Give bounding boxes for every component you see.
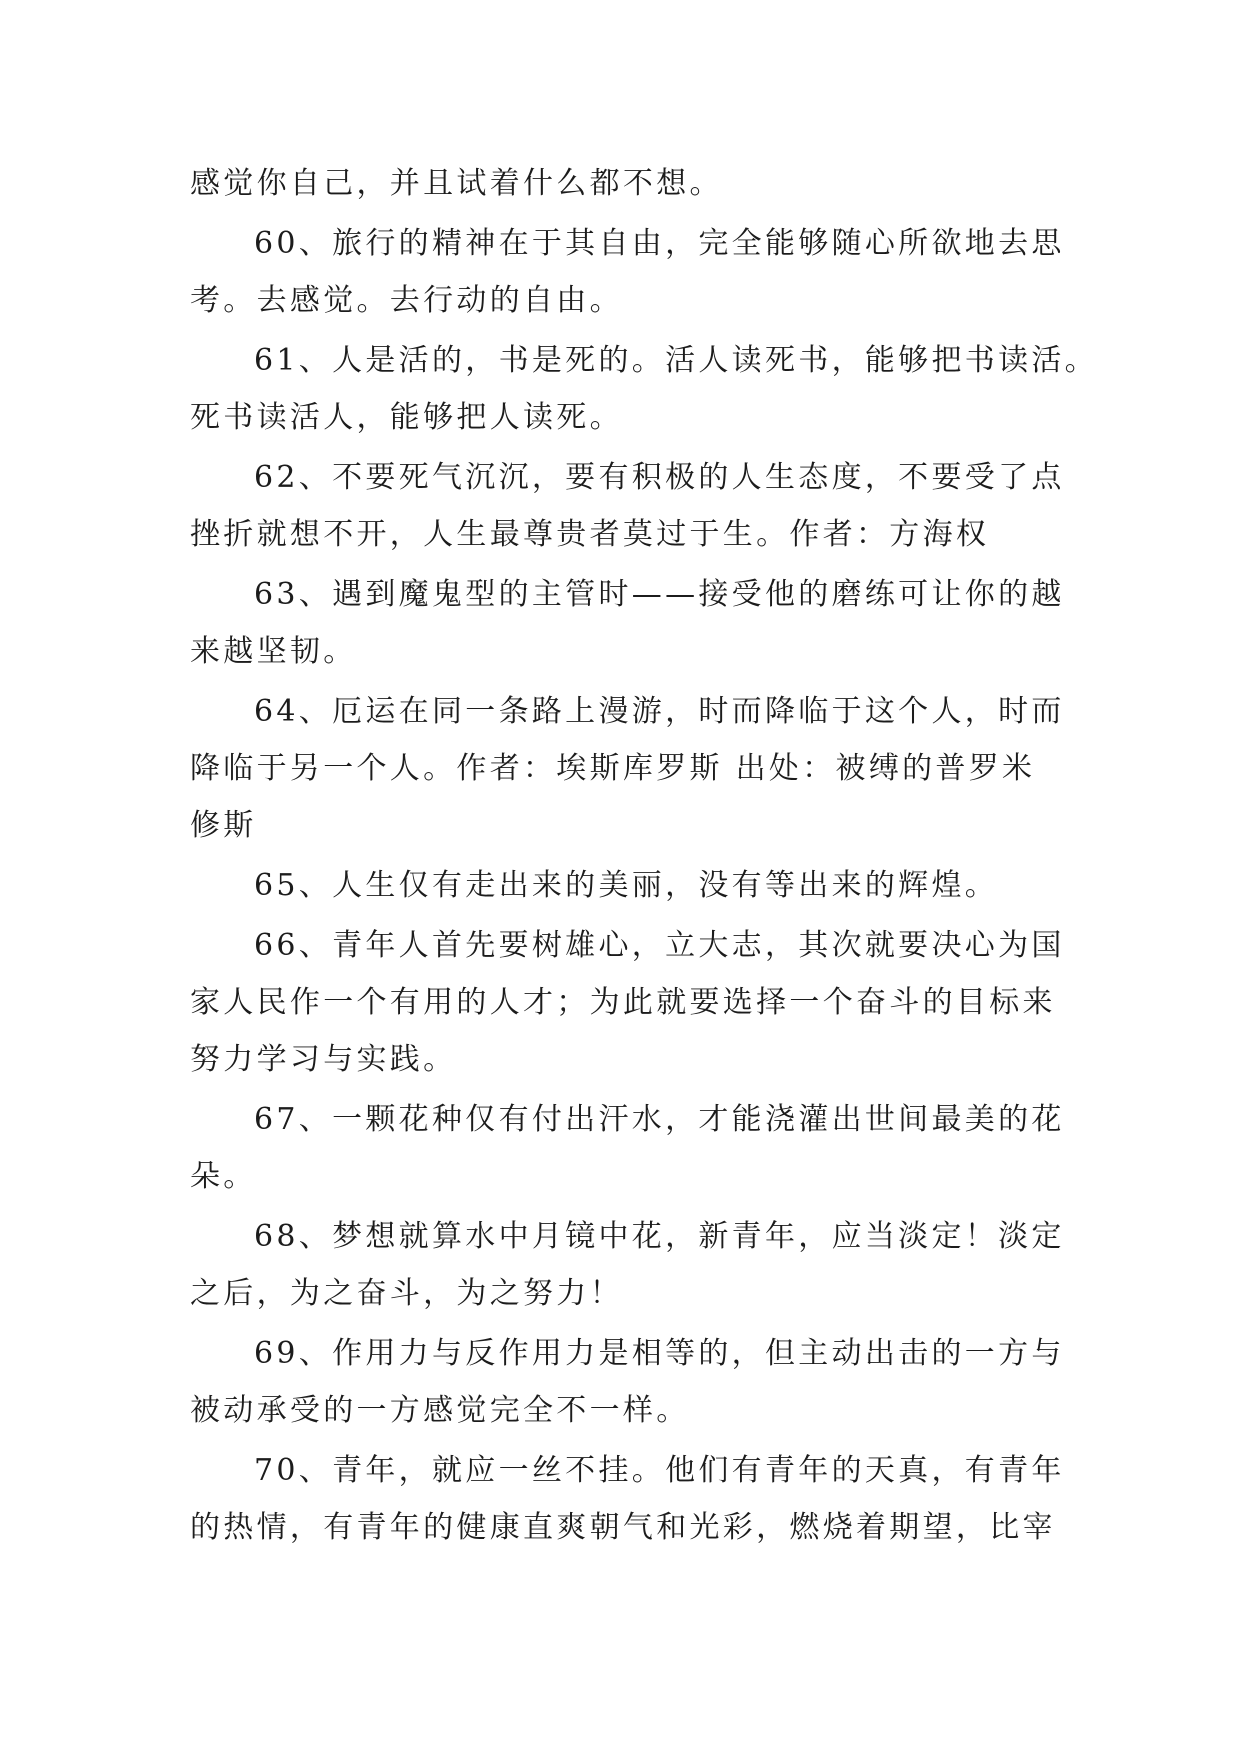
text-line: 家人民作一个有用的人才；为此就要选择一个奋斗的目标来 (190, 985, 1056, 1020)
text-line: 降临于另一个人。作者：埃斯库罗斯 出处：被缚的普罗米 (190, 751, 1036, 786)
text-line: 的热情，有青年的健康直爽朝气和光彩，燃烧着期望，比宰 (190, 1510, 1056, 1545)
text-line: 60、旅行的精神在于其自由，完全能够随心所欲地去思 (254, 226, 1065, 261)
text-line: 感觉你自己，并且试着什么都不想。 (190, 166, 723, 201)
text-line: 修斯 (190, 808, 257, 843)
text-line: 62、不要死气沉沉，要有积极的人生态度，不要受了点 (254, 460, 1065, 495)
text-line: 61、人是活的，书是死的。活人读死书，能够把书读活。 (254, 343, 1098, 378)
text-line: 死书读活人，能够把人读死。 (190, 400, 623, 435)
text-line: 70、青年，就应一丝不挂。他们有青年的天真，有青年 (254, 1453, 1065, 1488)
text-line: 朵。 (190, 1159, 257, 1194)
text-line: 来越坚韧。 (190, 634, 357, 669)
text-line: 67、一颗花种仅有付出汗水，才能浇灌出世间最美的花 (254, 1102, 1065, 1137)
text-line: 63、遇到魔鬼型的主管时——接受他的磨练可让你的越 (254, 577, 1065, 612)
text-line: 68、梦想就算水中月镜中花，新青年，应当淡定！淡定 (254, 1219, 1065, 1254)
text-line: 挫折就想不开，人生最尊贵者莫过于生。作者：方海权 (190, 517, 990, 552)
text-line: 66、青年人首先要树雄心，立大志，其次就要决心为国 (254, 928, 1065, 963)
text-line: 69、作用力与反作用力是相等的，但主动出击的一方与 (254, 1336, 1065, 1371)
text-line: 之后，为之奋斗，为之努力！ (190, 1276, 623, 1311)
text-line: 65、人生仅有走出来的美丽，没有等出来的辉煌。 (254, 868, 999, 903)
text-line: 考。去感觉。去行动的自由。 (190, 283, 623, 318)
text-line: 努力学习与实践。 (190, 1042, 457, 1077)
text-line: 64、厄运在同一条路上漫游，时而降临于这个人，时而 (254, 694, 1065, 729)
text-line: 被动承受的一方感觉完全不一样。 (190, 1393, 690, 1428)
